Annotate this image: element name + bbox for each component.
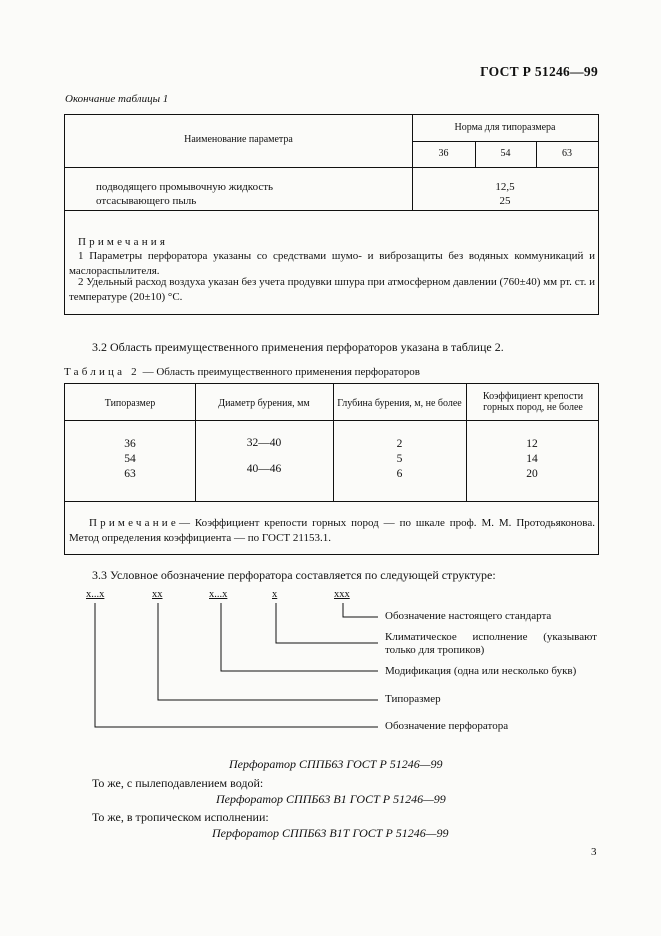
connector-line [221, 603, 378, 671]
structure-label: Климатическое исполнение (указывают только для тропиков) [385, 631, 597, 656]
table2-header: Диаметр бурения, мм [218, 398, 310, 409]
table1-notes-title: Примечания [78, 236, 169, 248]
table2-cell: 14 [526, 453, 538, 465]
table1-note: 2 Удельный расход воздуха указан без учета продувки шпура при атмосферном давлении (760±40) мм рт. ст. и температуре (20±10) °С. [69, 276, 595, 303]
table2-note-label: Примечание [89, 517, 179, 529]
paragraph-3-3: 3.3 Условное обозначение перфоратора составляется по следующей структуре: [92, 568, 496, 582]
table2-cell: 12 [526, 438, 538, 450]
code-part: ххх [334, 589, 350, 600]
table1-size: 63 [562, 148, 572, 159]
code-part: хх [152, 589, 163, 600]
table1-row-value: 25 [499, 195, 511, 207]
structure-label: Модификация (одна или несколько букв) [385, 665, 577, 677]
table1-caption: Окончание таблицы 1 [65, 93, 169, 105]
connector-line [95, 603, 378, 727]
table1-row-name: отсасывающего пыль [96, 195, 197, 207]
example-intro: То же, в тропическом исполнении: [92, 810, 269, 824]
code-part: х [272, 589, 278, 600]
connector-line [343, 603, 378, 617]
paragraph-3-2: 3.2 Область преимущественного применения перфораторов указана в таблице 2. [92, 340, 504, 354]
table1-header-norm: Норма для типоразмера [454, 122, 556, 133]
example-designation: Перфоратор СППБ63 В1Т ГОСТ Р 51246—99 [212, 826, 449, 840]
table2-cell: 32—40 [246, 437, 282, 449]
connector-line [158, 603, 378, 700]
structure-label: Обозначение настоящего стандарта [385, 610, 552, 622]
structure-label: Обозначение перфоратора [385, 720, 509, 732]
table2-caption-label: Таблица 2 [64, 366, 140, 378]
table2-cell: 5 [396, 453, 403, 465]
structure-label: Типоразмер [385, 693, 441, 705]
table2-header: Коэффициент крепости горных пород, не более [482, 391, 584, 413]
table2-cell: 20 [526, 468, 538, 480]
code-part: х...х [209, 589, 228, 600]
document-code: ГОСТ Р 51246—99 [480, 64, 598, 79]
page-number: 3 [591, 846, 597, 858]
table1-size: 54 [500, 148, 511, 159]
code-part: х...х [86, 589, 105, 600]
table2-header: Глубина бурения, м, не более [337, 398, 462, 409]
table1-header-param: Наименование параметра [184, 134, 293, 145]
connector-line [276, 603, 378, 643]
example-intro: То же, с пылеподавлением водой: [92, 776, 264, 790]
example-designation: Перфоратор СППБ63 В1 ГОСТ Р 51246—99 [216, 792, 446, 806]
table2-cell: 2 [396, 438, 403, 450]
table1-size: 36 [438, 148, 449, 159]
table2-cell: 63 [124, 468, 136, 480]
table2-cell: 54 [124, 453, 136, 465]
table2-cell: 6 [396, 468, 403, 480]
table1-row-value: 12,5 [495, 181, 515, 193]
table1-row-name: подводящего промывочную жидкость [96, 181, 274, 193]
table2-cell: 36 [124, 438, 136, 450]
table2-cell: 40—46 [246, 463, 282, 475]
table2-note-text: — Коэффициент крепости горных пород — по шкале проф. М. М. Протодьяконова. Метод определения коэффициента — по ГОСТ 21153.1. [69, 517, 595, 544]
example-designation: Перфоратор СППБ63 ГОСТ Р 51246—99 [229, 757, 443, 771]
table2-caption-text: — Область преимущественного применения перфораторов [142, 366, 420, 378]
table1-note: 1 Параметры перфоратора указаны со средствами шумо- и виброзащиты без водяных коммуникаций и маслораспылителя. [69, 250, 595, 277]
table2-header: Типоразмер [104, 398, 156, 409]
